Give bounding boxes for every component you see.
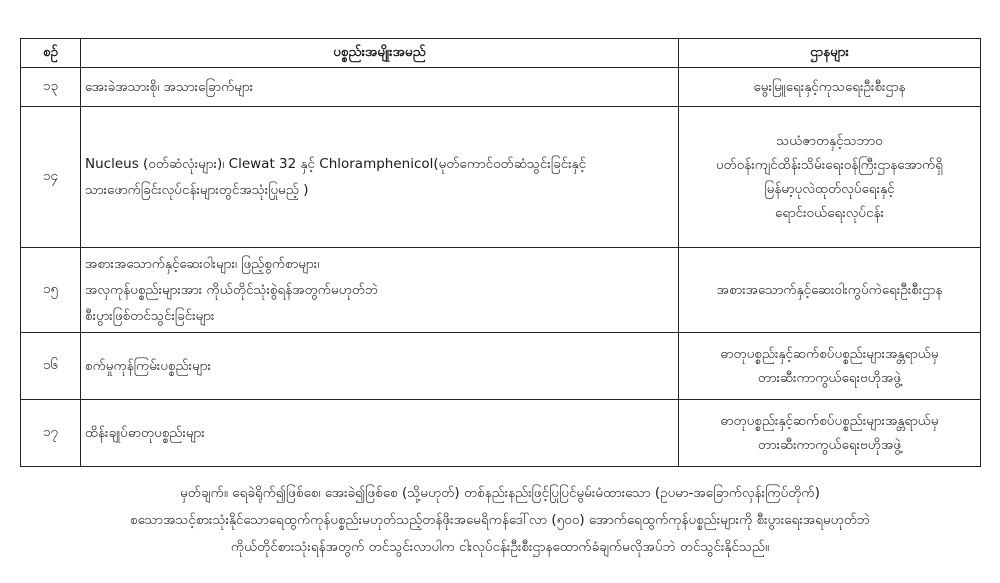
row-number: ၁၅ [21,248,81,333]
row-item-name [81,333,679,400]
item-name-line: ထိန်းချုပ်ဓာတုပစ္စည်းများ [85,425,205,441]
table-row [21,248,981,333]
row-department [679,400,981,467]
table-row [21,68,981,107]
row-number: ၁၄ [21,107,81,248]
header-item-name: ပစ္စည်းအမျိုးအမည် [81,39,679,68]
footnote [20,480,980,561]
row-number: ၁၆ [21,333,81,400]
item-name-line: စီးပွားဖြစ်တင်သွင်းခြင်းများ [85,308,215,324]
footnote-line: မှတ်ချက်။ ရေခဲရိုက်၍ဖြစ်စေ၊ အေးခဲ၍ဖြစ်စေ (သို့မဟုတ်) တစ်နည်းနည်းဖြင့်ပြုပြင်မွမ်းမံထားသော (ဥပမာ-အခြောက်လှန်းကြပ်တိုက်) [180,485,820,501]
header-serial: စဉ် [21,39,81,68]
department-line: သယံဇာတနှင့်သဘာဝ [776,133,883,149]
row-department [679,68,981,107]
footnote-line: ကိုယ်တိုင်စားသုံးရန်အတွက် တင်သွင်းလာပါက ငါးလုပ်ငန်းဦးစီးဌာနထောက်ခံချက်မလိုအပ်ဘဲ တင်သွင်းနိုင်သည်။ [230,539,770,555]
row-department [679,248,981,333]
table-row [21,333,981,400]
department-line: တားဆီးကာကွယ်ရေးဗဟိုအဖွဲ့ [757,437,902,453]
item-name-line: သားဖောက်ခြင်းလုပ်ငန်းများတွင်အသုံးပြုမည့် ) [85,182,309,198]
row-number: ၁၃ [21,68,81,107]
item-name-line: အေးခဲအသားစို၊ အသားခြောက်များ [85,79,254,95]
row-department [679,333,981,400]
department-line: မြန်မာ့ပုလဲထုတ်လုပ်ရေးနှင့် [764,181,895,197]
header-department: ဌာနများ [679,39,981,68]
row-item-name [81,107,679,248]
item-name-line: စက်မှုကုန်ကြမ်းပစ္စည်းများ [85,358,211,374]
item-name-line: အစားအသောက်နှင့်ဆေးဝါးများ၊ ဖြည့်စွက်စာများ၊ [85,256,320,272]
footnote-line: စသောအသင့်စားသုံးနိုင်သောရေထွက်ကုန်ပစ္စည်းမဟုတ်သည့်တန်ဖိုးအမေရိကန်ဒေါ်လာ (၅၀၀) အောက်ရေထွက်ကုန်ပစ္စည်းများကို စီးပွားရေးအရမဟုတ်ဘဲ [129,512,871,528]
department-line: ဓာတုပစ္စည်းနှင့်ဆက်စပ်ပစ္စည်းများအန္တရာယ်မှ [720,413,939,429]
department-line: တားဆီးကာကွယ်ရေးဗဟိုအဖွဲ့ [757,370,902,386]
department-line: အစားအသောက်နှင့်ဆေးဝါးကွပ်ကဲရေးဦးစီးဌာန [716,282,943,298]
item-name-line: အလှကုန်ပစ္စည်းများအား ကိုယ်တိုင်သုံးစွဲရန်အတွက်မဟုတ်ဘဲ [85,282,379,298]
row-item-name [81,400,679,467]
table-row [21,400,981,467]
department-line: ဓာတုပစ္စည်းနှင့်ဆက်စပ်ပစ္စည်းများအန္တရာယ်မှ [720,346,939,362]
department-line: ရောင်းဝယ်ရေးလုပ်ငန်း [774,205,884,221]
row-item-name [81,248,679,333]
department-line: ပတ်ဝန်းကျင်ထိန်းသိမ်းရေးဝန်ကြီးဌာနအောက်ရှိ [715,157,944,173]
items-table [20,38,981,467]
row-number: ၁၇ [21,400,81,467]
table-row [21,107,981,248]
header-row [21,39,981,68]
row-item-name [81,68,679,107]
item-name-line: Nucleus (ဝတ်ဆံလုံးများ)၊ Clewat 32 နှင့် Chloramphenicol(မုတ်ကောင်ဝတ်ဆံသွင်းခြင်းနှင့် [85,156,587,172]
row-department [679,107,981,248]
department-line: မွေးမြူရေးနှင့်ကုသရေးဦးစီးဌာန [753,79,906,95]
